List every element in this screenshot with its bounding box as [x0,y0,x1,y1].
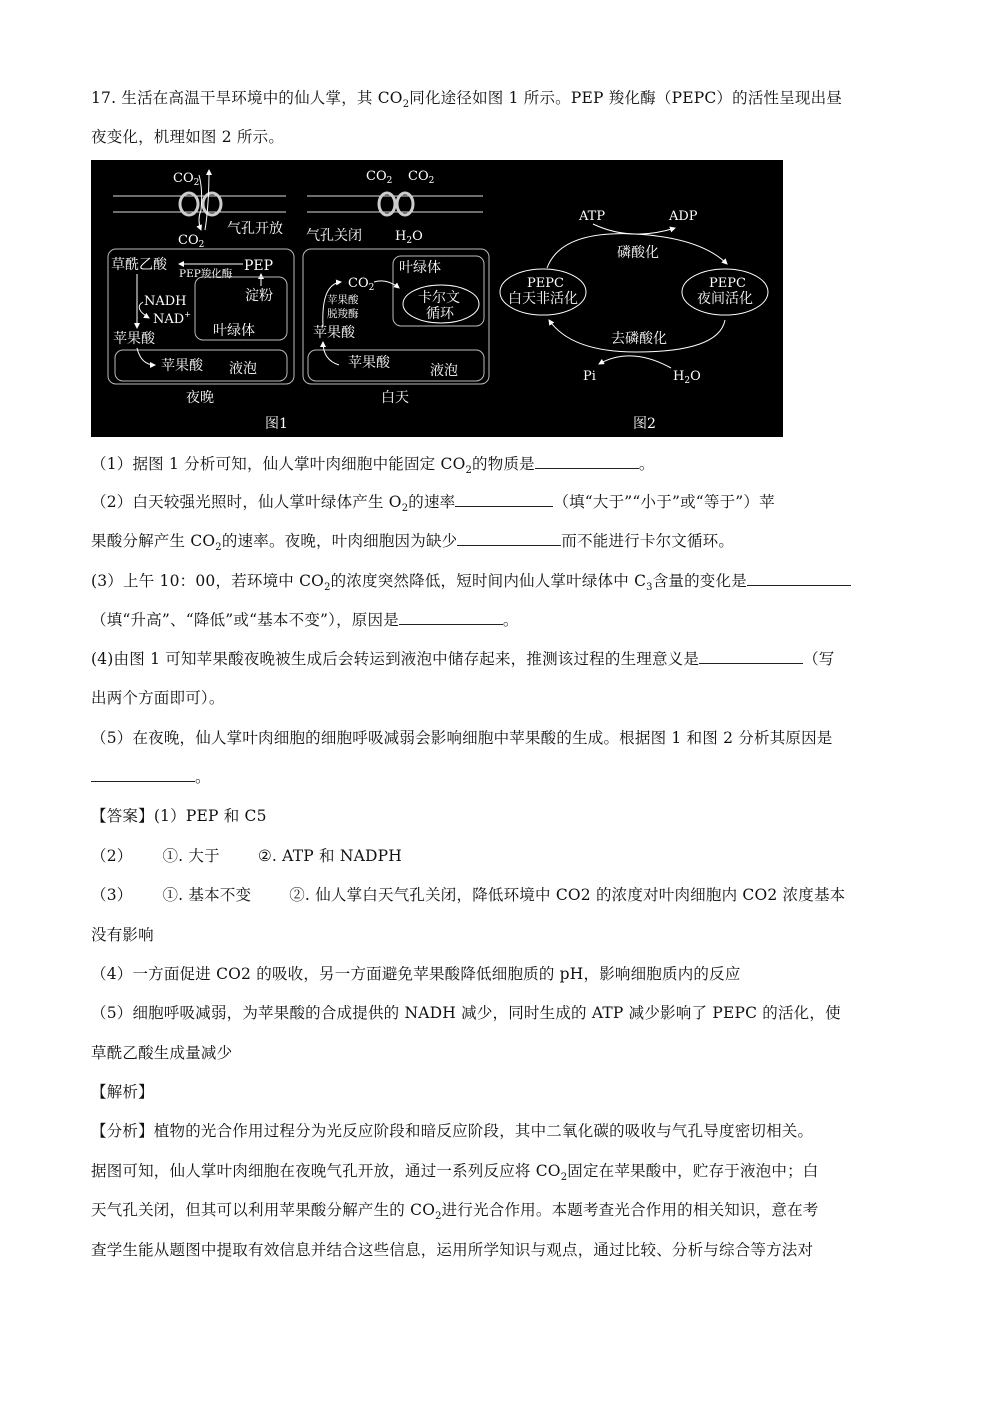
malic-enzyme-label: 苹果酸 [327,294,359,306]
chloroplast-label-day: 叶绿体 [399,260,441,276]
analysis-line-1: 【分析】植物的光合作用过程分为光反应阶段和暗反应阶段，其中二氧化碳的吸收与气孔导度密切相关。 [91,1122,814,1140]
malate-label-day: 苹果酸 [313,325,355,341]
pep-label: PEP [244,258,274,274]
answer-blank-5[interactable] [91,767,195,782]
svg-text:NAD+: NAD+ [153,310,191,327]
figure2-caption: 图2 [633,416,656,432]
vacuole-label-night: 液泡 [229,361,257,377]
stoma-closed-label: 气孔关闭 [306,228,362,244]
svg-text:CO2: $CO_2$ [366,169,393,186]
phosphorylation-label: 磷酸化 [617,245,659,261]
sub-question-2-line2: 果酸分解产生 $CO_2$的速率。夜晚，叶肉细胞因为缺少 而不能进行卡尔文循环。 [91,532,735,554]
answer-blank-3b[interactable] [399,610,503,625]
calvin-cycle-label: 卡尔文 [418,290,460,306]
oxaloacetate-label: 草酰乙酸 [111,257,167,273]
answer-blank-1[interactable] [535,454,639,469]
svg-text:H2O: $H_2O$ [673,369,701,386]
analysis-heading: 【解析】 [91,1083,154,1101]
svg-text:H2O: $H_2O$ [395,229,423,246]
figure1-night-panel [108,170,294,432]
svg-text:脱羧酶: 脱羧酶 [327,308,359,320]
answer-blank-3a[interactable] [747,571,851,586]
sub-question-5-line1: （5）在夜晚，仙人掌叶肉细胞的细胞呼吸减弱会影响细胞中苹果酸的生成。根据图 1 和图 2 分析其原因是 [91,729,833,747]
analysis-line-3: 天气孔关闭，但其可以利用苹果酸分解产生的 $CO_2$进行光合作用。本题考查光合作用的相关知识，意在考 [91,1201,819,1223]
figure1-day-panel [303,169,489,406]
answer-line-5: （5）细胞呼吸减弱，为苹果酸的合成提供的 NADH 减少，同时生成的 ATP 减少影响了 PEPC 的活化，使 [91,1004,841,1022]
question-stem-line1: 17. 生活在高温干旱环境中的仙人掌，其 $CO_2$同化途径如图 1 所示。PEP 羧化酶（PEPC）的活性呈现出昼 [91,89,843,111]
sub-question-3-line1: (3）上午 10：00，若环境中 $CO_2$的浓度突然降低，短时间内仙人掌叶绿体中 $C_3$含量的变化是 [91,571,851,591]
stoma-open-label: 气孔开放 [227,221,283,237]
pepc-active-label: PEPC [709,276,746,291]
question-number: 17. [91,89,117,107]
sub-question-4-line2: 出两个方面即可）。 [91,689,225,707]
answer-line-5b: 草酰乙酸生成量减少 [91,1044,233,1062]
chloroplast-label-night: 叶绿体 [213,323,255,339]
vacuole-malate-night: 苹果酸 [161,358,203,374]
analysis-line-2: 据图可知，仙人掌叶肉细胞在夜晚气孔开放，通过一系列反应将 $CO_2$固定在苹果酸中，贮存于液泡中；白 [91,1162,819,1184]
nadh-label: NADH [144,294,187,309]
day-label: 白天 [381,390,409,406]
answer-blank-2b[interactable] [457,531,561,546]
figure-diagram [91,160,783,437]
svg-text:CO2: $CO_2$ [173,171,200,188]
adp-label: ADP [669,209,698,224]
figure1-caption: 图1 [265,416,288,432]
sub-question-3-line2: （填“升高”、“降低”或“基本不变”），原因是 。 [91,611,519,629]
svg-text:白天非活化: 白天非活化 [508,291,578,307]
vacuole-malate-day: 苹果酸 [348,355,390,371]
sub-question-5-line2: 。 [91,767,211,787]
answer-line-3: （3） ①. 基本不变 ②. 仙人掌白天气孔关闭，降低环境中 CO2 的浓度对叶肉细胞内 CO2 浓度基本 [91,886,846,904]
sub-question-1: （1）据图 1 分析可知，仙人掌叶肉细胞中能固定 $CO_2$的物质是 。 [91,455,655,477]
analysis-line-4: 查学生能从题图中提取有效信息并结合这些信息，运用所学知识与观点，通过比较、分析与综合等方法对 [91,1241,814,1259]
svg-text:循环: 循环 [426,306,454,322]
figure2-panel [500,209,768,432]
answer-line-4: （4）一方面促进 CO2 的吸收，另一方面避免苹果酸降低细胞质的 pH，影响细胞质内的反应 [91,965,741,983]
svg-text:CO2: $CO_2$ [408,169,435,186]
dephosphorylation-label: 去磷酸化 [611,331,667,347]
answer-line-3b: 没有影响 [91,926,154,944]
answer-heading: 【答案】 [91,807,154,825]
atp-label: ATP [579,209,606,224]
figure-image [91,160,783,437]
sub-question-4-line1: (4)由图 1 可知苹果酸夜晚被生成后会转运到液泡中储存起来，推测该过程的生理意义是 （写 [91,650,835,668]
malate-label-night: 苹果酸 [113,331,155,347]
svg-text:夜间活化: 夜间活化 [697,291,753,307]
answer-line-1: 【答案】(1）PEP 和 C5 [91,807,267,825]
pepc-inactive-label: PEPC [527,276,564,291]
night-label: 夜晚 [186,390,214,406]
question-stem-line2: 夜变化，机理如图 2 所示。 [91,128,285,146]
answer-line-2: （2） ①. 大于 ②. ATP 和 NADPH [91,847,402,865]
vacuole-label-day: 液泡 [430,363,458,379]
svg-text:CO2: $CO_2$ [178,233,205,250]
answer-blank-2a[interactable] [455,492,553,507]
starch-label: 淀粉 [245,288,273,304]
svg-text:CO2: $CO_2$ [348,276,375,293]
sub-question-2-line1: （2）白天较强光照时，仙人掌叶绿体产生 $O_2$的速率 （填“大于”“小于”或“等于”）苹 [91,493,775,515]
pepc-enzyme-label: PEP羧化酶 [179,268,233,280]
answer-blank-4[interactable] [699,649,803,664]
pi-label: Pi [583,369,596,384]
